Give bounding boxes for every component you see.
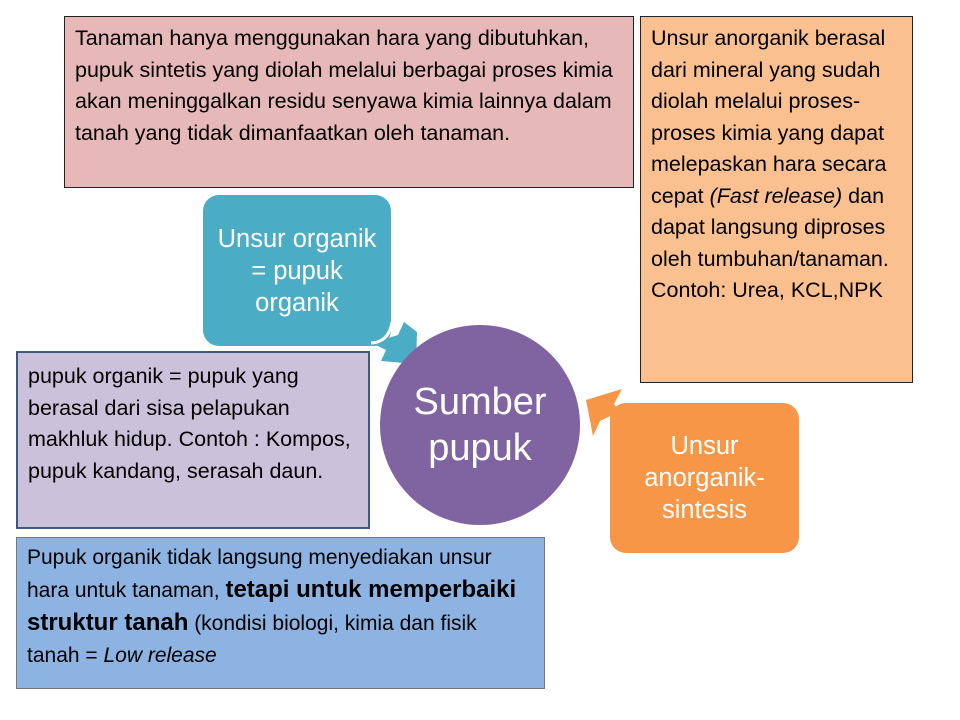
organic-function-text: Pupuk organik tidak langsung menyediakan unsur hara untuk tanaman,	[27, 546, 492, 602]
organic-source-node	[203, 195, 391, 346]
center-label-line2: pupuk	[428, 427, 532, 469]
anorganic-description-text: Unsur anorganik berasal dari mineral yang sudah diolah melalui proses-proses kimia yang dapat melepaskan hara secara cepat	[651, 26, 887, 208]
anorganic-node-label: Unsur anorganik-sintesis	[644, 432, 765, 524]
fast-release-label: (Fast release)	[709, 183, 843, 208]
organic-node-label: Unsur organik = pupuk organik	[217, 224, 377, 317]
organic-description-note	[16, 351, 370, 529]
low-release-label: Low release	[103, 644, 217, 667]
anorganic-description-text-end: dan dapat langsung diproses oleh tumbuhan/tanaman. Contoh: Urea, KCL,NPK	[651, 183, 889, 302]
anorganic-description-note	[640, 16, 913, 383]
anorganic-source-node	[610, 403, 799, 553]
soil-structure-emphasis: tetapi untuk memperbaiki struktur tanah	[27, 576, 517, 636]
center-label-line1: Sumber	[413, 381, 547, 423]
organic-function-note	[16, 537, 545, 689]
organic-function-text-middle: (kondisi biologi, kimia dan fisik tanah =	[27, 612, 477, 667]
synthetic-residue-text: Tanaman hanya menggunakan hara yang dibutuhkan, pupuk sintetis yang diolah melalui berbagai proses kimia akan meninggalkan residu senyawa kimia lainnya dalam tanah yang tidak dimanfaatkan oleh tanaman.	[75, 26, 613, 145]
fertilizer-source-center-node	[380, 325, 580, 525]
synthetic-residue-note	[64, 16, 634, 188]
organic-description-text: pupuk organik = pupuk yang berasal dari sisa pelapukan makhluk hidup. Contoh : Kompos, pupuk kandang, serasah daun.	[28, 364, 351, 483]
